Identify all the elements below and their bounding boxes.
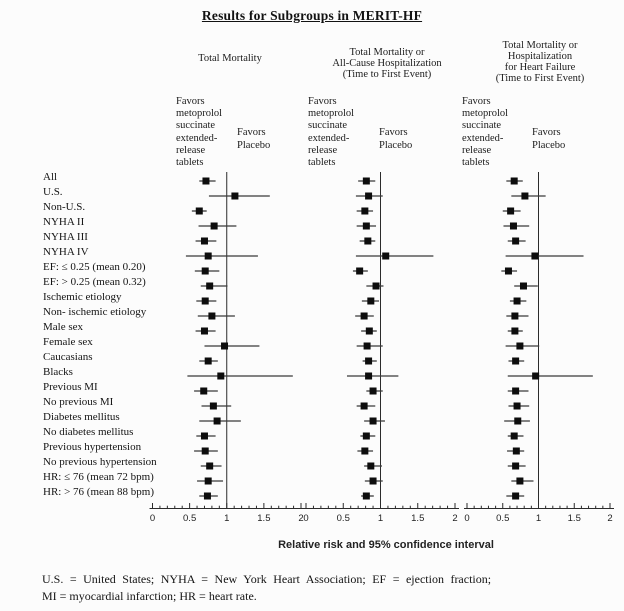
subgroup-label: NYHA II: [43, 216, 85, 228]
subgroup-label: HR: ≤ 76 (mean 72 bpm): [43, 471, 154, 483]
favors-treatment-line: release: [462, 144, 492, 156]
point-estimate-marker: [202, 298, 209, 305]
footnote-line: U.S. = United States; NYHA = New York Heart Association; EF = ejection fraction;: [42, 572, 492, 586]
point-estimate-marker: [370, 478, 377, 485]
point-estimate-marker: [512, 388, 519, 395]
panel-title-line: (Time to First Event): [342, 69, 432, 80]
point-estimate-marker: [202, 178, 209, 185]
x-axis-caption: Relative risk and 95% confidence interval: [278, 539, 494, 551]
point-estimate-marker: [201, 433, 208, 440]
point-estimate-marker: [361, 403, 368, 410]
point-estimate-marker: [531, 253, 538, 260]
favors-treatment-line: succinate: [462, 120, 502, 132]
point-estimate-marker: [516, 343, 523, 350]
x-tick-label: 1: [224, 513, 230, 524]
point-estimate-marker: [231, 193, 238, 200]
point-estimate-marker: [217, 373, 224, 380]
point-estimate-marker: [511, 178, 518, 185]
point-estimate-marker: [532, 373, 539, 380]
point-estimate-marker: [205, 358, 212, 365]
point-estimate-marker: [505, 268, 512, 275]
point-estimate-marker: [210, 403, 217, 410]
point-estimate-marker: [205, 478, 212, 485]
favors-treatment-line: Favors: [308, 96, 337, 107]
point-estimate-marker: [221, 343, 228, 350]
point-estimate-marker: [514, 418, 521, 425]
panel-title-line: for Heart Failure: [504, 62, 576, 73]
subgroup-label: Male sex: [43, 321, 84, 333]
point-estimate-marker: [513, 448, 520, 455]
point-estimate-marker: [356, 268, 363, 275]
panel-title-line: (Time to First Event): [495, 73, 585, 84]
subgroup-label: EF: > 0.25 (mean 0.32): [43, 276, 146, 288]
x-tick-label: 2: [607, 513, 613, 524]
point-estimate-marker: [367, 463, 374, 470]
point-estimate-marker: [363, 493, 370, 500]
favors-treatment-line: Favors: [462, 96, 491, 107]
point-estimate-marker: [511, 433, 518, 440]
point-estimate-marker: [365, 358, 372, 365]
point-estimate-marker: [201, 328, 208, 335]
point-estimate-marker: [363, 178, 370, 185]
point-estimate-marker: [511, 313, 518, 320]
subgroup-label: All: [43, 171, 58, 183]
panel-title-line: Total Mortality or: [349, 47, 425, 58]
point-estimate-marker: [367, 298, 374, 305]
favors-treatment-line: extended-: [462, 132, 504, 144]
x-tick-label: 0.5: [336, 513, 350, 524]
point-estimate-marker: [365, 193, 372, 200]
x-tick-label: 1: [377, 513, 384, 524]
favors-treatment-line: extended-: [176, 132, 218, 144]
point-estimate-marker: [200, 388, 207, 395]
panel-title-line: All-Cause Hospitalization: [332, 58, 442, 69]
favors-treatment-line: metoprolol: [462, 108, 509, 120]
subgroup-label: Female sex: [43, 336, 93, 348]
subgroup-label: Non- ischemic etiology: [43, 306, 147, 318]
subgroup-label: Non-U.S.: [43, 201, 86, 213]
point-estimate-marker: [364, 343, 371, 350]
point-estimate-marker: [514, 403, 521, 410]
x-tick-label: 0.5: [183, 513, 197, 524]
subgroup-label: No previous MI: [43, 396, 114, 408]
favors-treatment-line: tablets: [308, 157, 336, 169]
point-estimate-marker: [196, 208, 203, 215]
point-estimate-marker: [206, 283, 213, 290]
x-tick-label: 0: [303, 513, 309, 524]
point-estimate-marker: [511, 328, 518, 335]
point-estimate-marker: [507, 208, 514, 215]
subgroup-label: No diabetes mellitus: [43, 426, 134, 438]
figure-title: Results for Subgroups in MERIT-HF: [201, 8, 423, 23]
x-tick-label: 2: [298, 513, 304, 524]
subgroup-label: Blacks: [43, 366, 73, 378]
point-estimate-marker: [201, 238, 208, 245]
favors-treatment-line: succinate: [176, 120, 216, 132]
subgroup-label: U.S.: [43, 186, 63, 198]
favors-placebo-line: Favors: [237, 127, 266, 138]
favors-treatment-line: tablets: [462, 157, 490, 169]
subgroup-label: Ischemic etiology: [43, 291, 122, 303]
x-tick-label: 1: [535, 513, 542, 524]
point-estimate-marker: [363, 223, 370, 230]
favors-treatment-line: metoprolol: [176, 108, 223, 120]
point-estimate-marker: [361, 208, 368, 215]
favors-placebo-line: Placebo: [379, 140, 413, 152]
point-estimate-marker: [202, 268, 209, 275]
point-estimate-marker: [510, 223, 517, 230]
subgroup-label: NYHA III: [43, 231, 88, 243]
point-estimate-marker: [206, 463, 213, 470]
favors-treatment-line: succinate: [308, 120, 348, 132]
subgroup-label: EF: ≤ 0.25 (mean 0.20): [43, 261, 146, 273]
point-estimate-marker: [521, 193, 528, 200]
favors-placebo-line: Placebo: [532, 140, 566, 152]
x-tick-label: 1.5: [411, 513, 425, 524]
point-estimate-marker: [516, 478, 523, 485]
point-estimate-marker: [363, 433, 370, 440]
x-tick-label: 0: [149, 513, 156, 524]
point-estimate-marker: [514, 298, 521, 305]
favors-treatment-line: release: [176, 144, 206, 156]
subgroup-label: Previous MI: [43, 381, 98, 393]
point-estimate-marker: [214, 418, 221, 425]
favors-treatment-line: tablets: [176, 157, 204, 169]
point-estimate-marker: [382, 253, 389, 260]
point-estimate-marker: [208, 313, 215, 320]
x-tick-label: 1.5: [257, 513, 271, 524]
point-estimate-marker: [373, 283, 380, 290]
point-estimate-marker: [205, 253, 212, 260]
footnote-line: MI = myocardial infarction; HR = heart rate.: [42, 588, 257, 603]
subgroup-label: Previous hypertension: [43, 441, 142, 453]
point-estimate-marker: [361, 313, 368, 320]
panel-title-line: Hospitalization: [507, 51, 573, 62]
point-estimate-marker: [202, 448, 209, 455]
x-tick-label: 1.5: [567, 513, 581, 524]
favors-placebo-line: Placebo: [237, 140, 271, 152]
favors-treatment-line: Favors: [176, 96, 205, 107]
x-tick-label: 0: [464, 513, 470, 524]
favors-placebo-line: Favors: [379, 127, 408, 138]
subgroup-label: Diabetes mellitus: [43, 411, 120, 423]
panel-title-line: Total Mortality or: [502, 40, 578, 51]
point-estimate-marker: [211, 223, 218, 230]
point-estimate-marker: [512, 238, 519, 245]
point-estimate-marker: [520, 283, 527, 290]
point-estimate-marker: [365, 373, 372, 380]
point-estimate-marker: [512, 463, 519, 470]
subgroup-label: Caucasians: [43, 351, 93, 363]
subgroup-label: No previous hypertension: [43, 456, 157, 468]
panel-title-line: Total Mortality: [198, 53, 262, 64]
favors-treatment-line: extended-: [308, 132, 350, 144]
favors-treatment-line: release: [308, 144, 338, 156]
favors-treatment-line: metoprolol: [308, 108, 355, 120]
subgroup-label: HR: > 76 (mean 88 bpm): [43, 486, 154, 498]
point-estimate-marker: [204, 493, 211, 500]
x-tick-label: 0.5: [496, 513, 510, 524]
point-estimate-marker: [364, 238, 371, 245]
point-estimate-marker: [370, 388, 377, 395]
point-estimate-marker: [512, 358, 519, 365]
subgroup-label: NYHA IV: [43, 246, 89, 258]
point-estimate-marker: [366, 328, 373, 335]
footnote: [42, 571, 491, 604]
point-estimate-marker: [361, 448, 368, 455]
point-estimate-marker: [512, 493, 519, 500]
x-tick-label: 2: [452, 513, 458, 524]
favors-placebo-line: Favors: [532, 127, 561, 138]
point-estimate-marker: [370, 418, 377, 425]
